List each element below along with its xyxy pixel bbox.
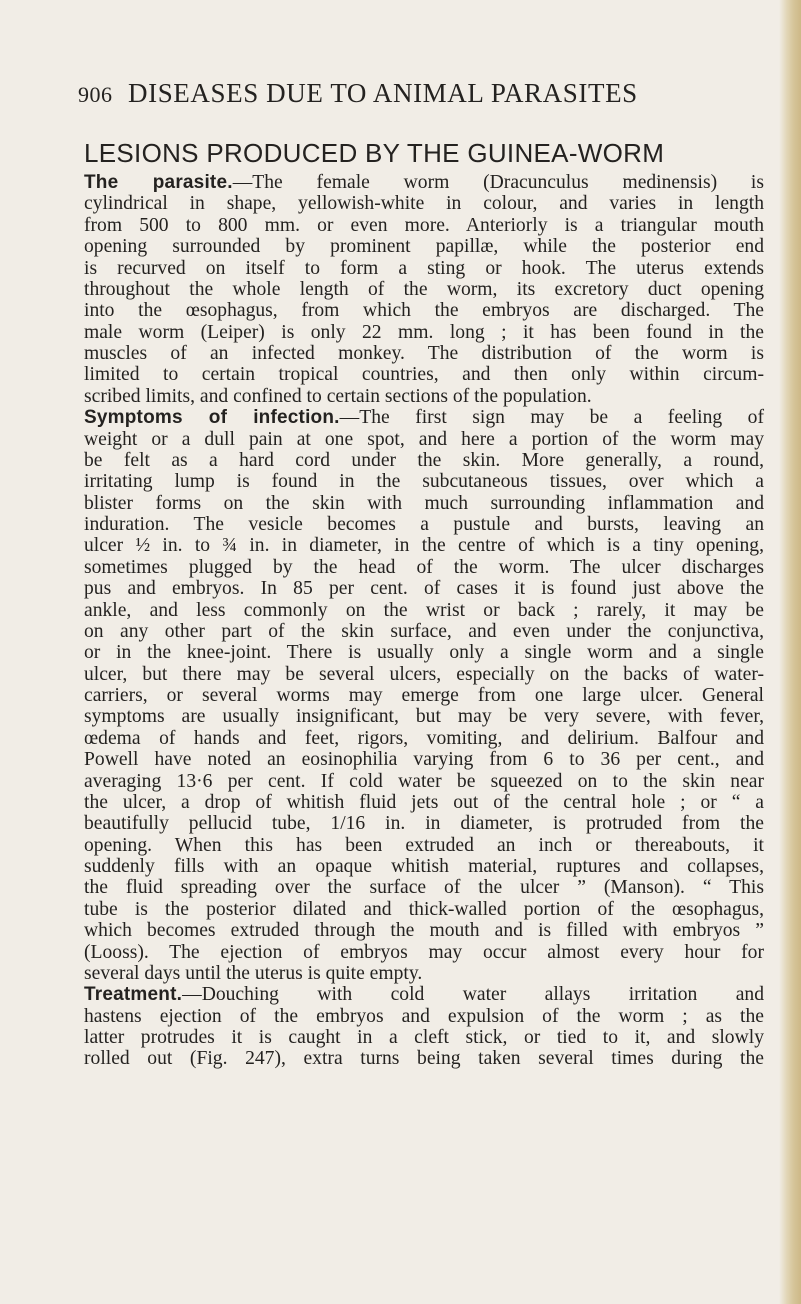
text-line: [84, 493, 764, 514]
text-line: [84, 450, 764, 471]
text-line: [84, 429, 764, 450]
line-text: from 500 to 800 mm. or even more. Anteriorly is a triangular mouth: [84, 214, 764, 236]
line-text: latter protrudes it is caught in a cleft stick, or tied to it, and slowly: [84, 1027, 764, 1048]
running-header: [78, 78, 758, 114]
line-text: is recurved on itself to form a sting or hook. The uterus extends: [84, 257, 764, 279]
paragraph-sidehead: Treatment.: [84, 984, 183, 1006]
text-line: [84, 899, 764, 920]
line-text: weight or a dull pain at one spot, and here a portion of the worm may: [84, 428, 764, 450]
line-text: beautifully pellucid tube, 1/16 in. in diameter, is protruded from the: [84, 813, 764, 835]
line-text: or in the knee-joint. There is usually only a single worm and a single: [84, 642, 764, 664]
text-line: [84, 728, 764, 749]
text-line: [84, 193, 764, 214]
line-text: several days until the uterus is quite empty.: [84, 962, 423, 984]
line-text: throughout the whole length of the worm, its excretory duct opening: [84, 278, 764, 300]
line-text: symptoms are usually insignificant, but may be very severe, with fever,: [84, 706, 764, 728]
text-line: [84, 664, 764, 685]
text-line: [84, 407, 764, 428]
text-line: [84, 877, 764, 898]
line-text: the fluid spreading over the surface of the ulcer ” (Manson). “ This: [84, 877, 764, 899]
line-text: sometimes plugged by the head of the worm. The ulcer discharges: [84, 556, 764, 578]
text-line: [84, 685, 764, 706]
line-text: blister forms on the skin with much surrounding inflammation and: [84, 492, 764, 514]
running-head: DISEASES DUE TO ANIMAL PARASITES: [128, 78, 638, 108]
text-line: [84, 963, 764, 984]
text-line: [84, 942, 764, 963]
line-text: ulcer ½ in. to ¾ in. in diameter, in the centre of which is a tiny opening,: [84, 535, 764, 557]
line-text: tube is the posterior dilated and thick-walled portion of the œsophagus,: [84, 898, 764, 920]
line-text: The first sign may be a feeling of: [359, 407, 765, 429]
line-text: Douching with cold water allays irritation and: [201, 984, 764, 1006]
text-line: [84, 471, 764, 492]
text-line: [84, 578, 764, 599]
line-text: The female worm (Dracunculus medinensis) is: [252, 172, 764, 193]
line-text: ankle, and less commonly on the wrist or back ; rarely, it may be: [84, 599, 764, 621]
line-text: rolled out (Fig. 247), extra turns being taken several times during the: [84, 1048, 764, 1070]
line-text: opening surrounded by prominent papillæ, while the posterior end: [84, 236, 764, 258]
text-line: [84, 792, 764, 813]
text-line: [84, 300, 764, 321]
text-line: [84, 835, 764, 856]
text-line: [84, 535, 764, 556]
text-line: [84, 1006, 764, 1027]
line-text: œdema of hands and feet, rigors, vomiting, and delirium. Balfour and: [84, 727, 764, 749]
line-text: the ulcer, a drop of whitish fluid jets out of the central hole ; or “ a: [84, 791, 764, 813]
line-text: (Looss). The ejection of embryos may occur almost every hour for: [84, 941, 764, 963]
line-text: hastens ejection of the embryos and expulsion of the worm ; as the: [84, 1005, 764, 1027]
text-line: [84, 1048, 764, 1069]
text-line: [84, 322, 764, 343]
text-line: [84, 1027, 764, 1048]
text-line: [84, 984, 764, 1005]
text-line: [84, 813, 764, 834]
line-text: pus and embryos. In 85 per cent. of cases it is found just above the: [84, 578, 764, 600]
text-line: [84, 856, 764, 877]
text-line: [84, 236, 764, 257]
line-text: be felt as a hard cord under the skin. More generally, a round,: [84, 449, 764, 471]
line-text: induration. The vesicle becomes a pustule and bursts, leaving an: [84, 514, 764, 535]
line-text: irritating lump is found in the subcutaneous tissues, over which a: [84, 471, 764, 493]
text-line: [84, 749, 764, 770]
text-line: [84, 279, 764, 300]
text-line: [84, 557, 764, 578]
text-line: [84, 514, 764, 535]
line-text: muscles of an infected monkey. The distribution of the worm is: [84, 343, 764, 364]
page-number: 906: [78, 82, 113, 107]
body-text: [84, 172, 764, 1070]
line-text: cylindrical in shape, yellowish-white in colour, and varies in length: [84, 193, 764, 215]
line-text: carriers, or several worms may emerge from one large ulcer. General: [84, 685, 764, 706]
line-text: Powell have noted an eosinophilia varying from 6 to 36 per cent., and: [84, 749, 764, 771]
page-edge: [779, 0, 801, 1304]
line-text: opening. When this has been extruded an inch or thereabouts, it: [84, 834, 764, 856]
text-line: [84, 172, 764, 193]
text-line: [84, 215, 764, 236]
line-text: on any other part of the skin surface, and even under the conjunctiva,: [84, 620, 764, 642]
line-text: scribed limits, and confined to certain sections of the population.: [84, 385, 592, 407]
line-text: limited to certain tropical countries, and then only within circum-: [84, 364, 764, 386]
sidehead-dash: —: [232, 172, 253, 193]
text-line: [84, 386, 764, 407]
text-line: [84, 642, 764, 663]
line-text: suddenly fills with an opaque whitish material, ruptures and collapses,: [84, 856, 764, 877]
text-line: [84, 600, 764, 621]
paragraph-sidehead: The parasite.: [84, 172, 233, 193]
text-line: [84, 343, 764, 364]
text-line: [84, 258, 764, 279]
line-text: male worm (Leiper) is only 22 mm. long ; it has been found in the: [84, 321, 764, 343]
text-line: [84, 621, 764, 642]
line-text: which becomes extruded through the mouth and is filled with embryos ”: [84, 920, 764, 942]
line-text: ulcer, but there may be several ulcers, especially on the backs of water-: [84, 663, 764, 685]
sidehead-dash: —: [339, 407, 360, 429]
text-line: [84, 364, 764, 385]
text-line: [84, 771, 764, 792]
text-line: [84, 706, 764, 727]
sidehead-dash: —: [182, 984, 202, 1006]
line-text: averaging 13·6 per cent. If cold water be squeezed on to the skin near: [84, 770, 764, 792]
text-line: [84, 920, 764, 941]
section-title: LESIONS PRODUCED BY THE GUINEA-WORM: [84, 138, 665, 168]
paragraph-sidehead: Symptoms of infection.: [84, 407, 340, 429]
line-text: into the œsophagus, from which the embryos are discharged. The: [84, 300, 764, 322]
